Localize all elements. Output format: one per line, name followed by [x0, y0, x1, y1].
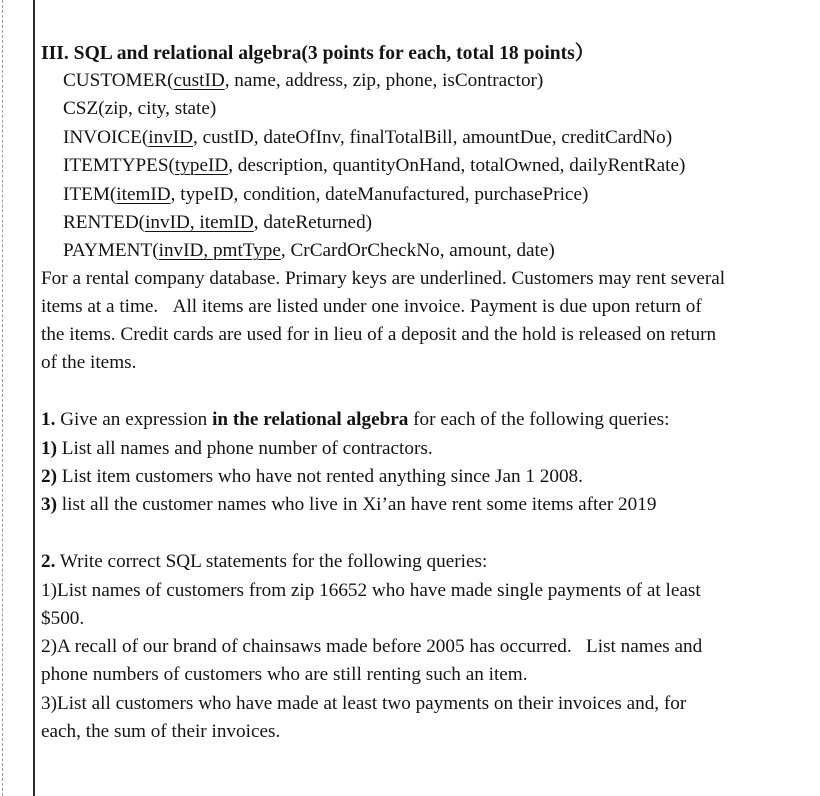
- item-text: each, the sum of their invoices.: [41, 721, 281, 742]
- item-number: 2): [41, 466, 57, 487]
- item-text: list all the customer names who live in Xi’an have rent some items after 2019: [56, 494, 657, 515]
- item-text: 3)List all customers who have made at least two payments on their invoices and, for: [41, 693, 687, 714]
- attributes: , description, quantityOnHand, totalOwned, dailyRentRate): [228, 155, 686, 176]
- item-text: 2)A recall of our brand of chainsaws made before 2005 has occurred. List names and: [41, 636, 703, 657]
- question-2-item: [41, 633, 817, 689]
- item-number: 1): [41, 438, 57, 459]
- attributes: , dateReturned): [253, 212, 373, 233]
- question-text: for each of the following queries:: [408, 409, 670, 430]
- question-1-item: [41, 435, 433, 463]
- question-1-item: [41, 463, 583, 491]
- schema-item: [63, 181, 588, 209]
- question-1-item: [41, 491, 656, 519]
- relation-name: ITEMTYPES(: [63, 155, 175, 176]
- relation-name: CUSTOMER(: [63, 70, 174, 91]
- item-text: List item customers who have not rented anything since Jan 1 2008.: [56, 466, 583, 487]
- item-text: List all names and phone number of contractors.: [56, 438, 433, 459]
- primary-key: invID, itemID: [145, 212, 254, 233]
- attributes: , typeID, condition, dateManufactured, purchasePrice): [170, 184, 589, 205]
- primary-key: itemID: [116, 184, 171, 205]
- question-number: 2.: [41, 551, 56, 572]
- relation-name: PAYMENT(: [63, 240, 159, 261]
- primary-key: custID: [173, 70, 225, 91]
- primary-key: invID: [148, 127, 194, 148]
- attributes: , CrCardOrCheckNo, amount, date): [280, 240, 555, 261]
- question-1-heading: [41, 406, 669, 434]
- schema-invoice: [63, 124, 672, 152]
- left-margin-rule: [33, 0, 35, 796]
- item-text: 1)List names of customers from zip 16652 who have made single payments of at least: [41, 580, 701, 601]
- question-2-heading: [41, 548, 487, 576]
- section-title: III. SQL and relational algebra(3 points for each, total 18 points）: [41, 43, 595, 64]
- schema-rented: [63, 209, 372, 237]
- question-text: Write correct SQL statements for the following queries:: [55, 551, 488, 572]
- primary-key: typeID: [174, 155, 229, 176]
- emphasis-text: in the relational algebra: [212, 409, 409, 430]
- schema-itemtypes: [63, 152, 685, 180]
- description-line: the items. Credit cards are used for in lieu of a deposit and the hold is released on return: [41, 324, 717, 345]
- question-number: 1.: [41, 409, 56, 430]
- attributes: , name, address, zip, phone, isContractor): [224, 70, 544, 91]
- item-number: 3): [41, 494, 57, 515]
- description-line: For a rental company database. Primary keys are underlined. Customers may rent several: [41, 268, 726, 289]
- item-text: phone numbers of customers who are still renting such an item.: [41, 664, 528, 685]
- left-dashed-border: [2, 0, 3, 796]
- question-2-item: [41, 690, 817, 746]
- relation-name: ITEM(: [63, 184, 117, 205]
- question-2-item: [41, 577, 817, 633]
- description-line: of the items.: [41, 352, 137, 373]
- question-text: Give an expression: [55, 409, 213, 430]
- attributes: , custID, dateOfInv, finalTotalBill, amountDue, creditCardNo): [193, 127, 673, 148]
- description-line: items at a time. All items are listed under one invoice. Payment is due upon return of: [41, 296, 702, 317]
- description-paragraph: [41, 265, 817, 377]
- schema-customer: [63, 67, 543, 95]
- schema-csz: CSZ(zip, city, state): [63, 98, 217, 119]
- schema-payment: [63, 237, 555, 265]
- relation-name: INVOICE(: [63, 127, 149, 148]
- item-text: $500.: [41, 608, 85, 629]
- relation-name: RENTED(: [63, 212, 146, 233]
- primary-key: invID, pmtType: [158, 240, 281, 261]
